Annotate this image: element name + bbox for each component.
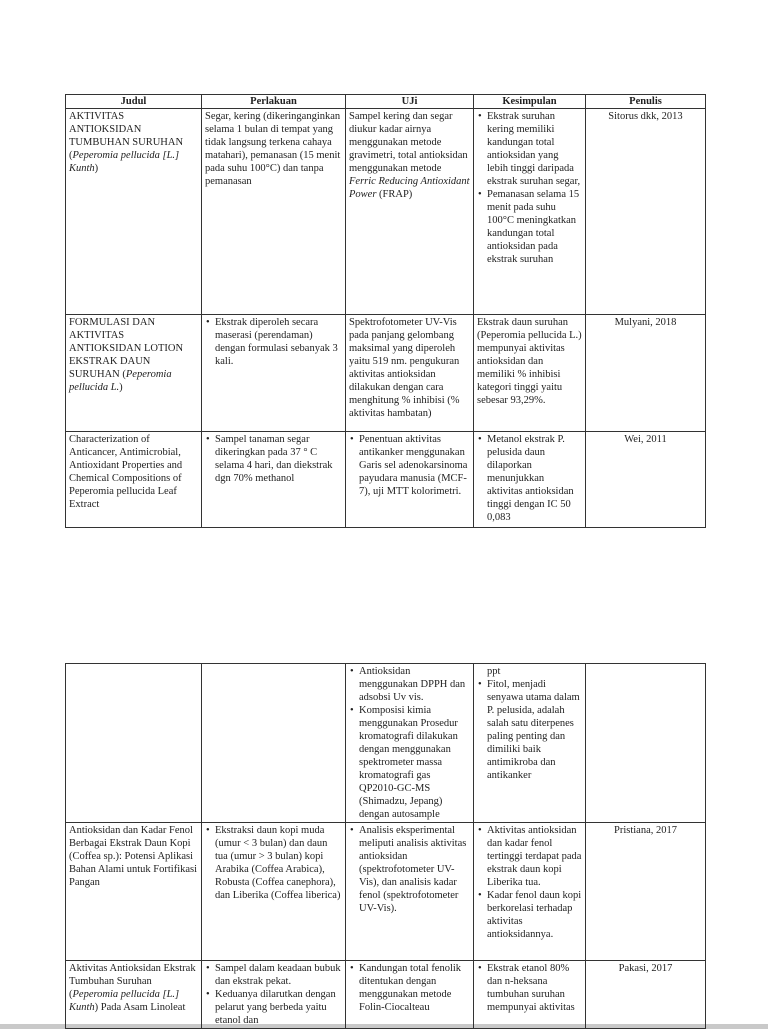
research-table-2 <box>65 663 706 1029</box>
perlakuan-cell <box>202 823 346 961</box>
bullet-item: • Ekstrak suruhan kering memiliki kandungan total antioksidan yang lebih tinggi daripada ekstrak suruhan segar, <box>487 110 582 188</box>
bullet-item: • Kandungan total fenolik ditentukan dengan menggunakan metode Folin-Ciocalteau <box>359 962 470 1014</box>
bullet-item: • Fitol, menjadi senyawa utama dalam P. pelusida, adalah salah satu diterpenes paling penting dan dimiliki baik antimikroba dan antikanker <box>487 678 582 782</box>
judul-cell: AKTIVITAS ANTIOKSIDAN TUMBUHAN SURUHAN (Peperomia pellucida [L.] Kunth) <box>66 109 202 315</box>
judul-cell: FORMULASI DAN AKTIVITAS ANTIOKSIDAN LOTION EKSTRAK DAUN SURUHAN (Peperomia pellucida L.) <box>66 315 202 432</box>
bullet-item: • Aktivitas antioksidan dan kadar fenol tertinggi terdapat pada ekstrak daun kopi Liberika tua. <box>487 824 582 889</box>
kesimpulan-cell <box>474 664 586 823</box>
bullet-list <box>205 824 342 902</box>
kesimpulan-cell: Ekstrak daun suruhan (Peperomia pellucida L.) mempunyai aktivitas antioksidan dan memiliki % inhibisi kategori tinggi yaitu sebesar 93,29%. <box>474 315 586 432</box>
table-header-row <box>66 95 706 109</box>
header-uji: UJi <box>346 95 474 109</box>
bullet-list <box>349 665 470 821</box>
penulis-cell: Pakasi, 2017 <box>586 961 706 1029</box>
bullet-item: • Ekstraksi daun kopi muda (umur < 3 bulan) dan daun tua (umur > 3 bulan) kopi Arabika (Coffea Arabica), Robusta (Coffea canephora), dan Liberika (Coffea liberica) <box>215 824 342 902</box>
table-row <box>66 961 706 1029</box>
judul-cell: Aktivitas Antioksidan Ekstrak Tumbuhan Suruhan (Peperomia pellucida [L.] Kunth) Pada Asam Linoleat <box>66 961 202 1029</box>
uji-cell <box>346 432 474 528</box>
penulis-cell <box>586 664 706 823</box>
header-kesimpulan: Kesimpulan <box>474 95 586 109</box>
uji-cell: Spektrofotometer UV-Vis pada panjang gelombang maksimal yang diperoleh yaitu 519 nm. pengukuran aktivitas antioksidan dilakukan dengan cara menghitung % inhibisi (% aktivitas hambatan) <box>346 315 474 432</box>
table-row <box>66 315 706 432</box>
judul-cell <box>66 664 202 823</box>
bullet-list <box>205 316 342 368</box>
header-penulis: Penulis <box>586 95 706 109</box>
bullet-list <box>477 110 582 266</box>
kesimpulan-cell <box>474 432 586 528</box>
bullet-item: • Analisis eksperimental meliputi analisis aktivitas antioksidan (spektrofotometer UV-Vis), dan analisis kadar fenol (spektrofotometer UV-Vis). <box>359 824 470 915</box>
kesimpulan-continuation: ppt <box>487 666 501 677</box>
bullet-item: • Antioksidan menggunakan DPPH dan adsobsi Uv vis. <box>359 665 470 704</box>
bullet-item: • Kadar fenol daun kopi berkorelasi terhadap aktivitas antioksidannya. <box>487 889 582 941</box>
uji-cell: Sampel kering dan segar diukur kadar airnya menggunakan metode gravimetri, total antioksidan menggunakan metode Ferric Reducing Antioxidant Power (FRAP) <box>346 109 474 315</box>
table-row <box>66 432 706 528</box>
kesimpulan-cell <box>474 823 586 961</box>
table-row <box>66 109 706 315</box>
kesimpulan-cell <box>474 109 586 315</box>
header-perlakuan: Perlakuan <box>202 95 346 109</box>
bullet-item: • Metanol ekstrak P. pelusida daun dilaporkan menunjukkan aktivitas antioksidan tinggi dengan IC 50 0,083 <box>487 433 582 524</box>
bullet-item: • Pemanasan selama 15 menit pada suhu 100°C meningkatkan kandungan total antioksidan pada ekstrak suruhan <box>487 188 582 266</box>
perlakuan-cell <box>202 432 346 528</box>
judul-cell: Antioksidan dan Kadar Fenol Berbagai Ekstrak Daun Kopi (Coffea sp.): Potensi Aplikasi Bahan Alami untuk Fortifikasi Pangan <box>66 823 202 961</box>
penulis-cell: Wei, 2011 <box>586 432 706 528</box>
research-table-1 <box>65 94 706 528</box>
uji-cell <box>346 664 474 823</box>
perlakuan-cell <box>202 961 346 1029</box>
bullet-list <box>349 962 470 1014</box>
bullet-item: • Komposisi kimia menggunakan Prosedur kromatografi dilakukan dengan menggunakan spektrometer massa kromatografi gas QP2010-GC-MS (Shimadzu, Jepang) dengan autosample <box>359 704 470 821</box>
bullet-list <box>349 824 470 915</box>
bullet-item: • Ekstrak etanol 80% dan n-heksana tumbuhan suruhan mempunyai aktivitas <box>487 962 582 1014</box>
header-judul: Judul <box>66 95 202 109</box>
judul-cell: Characterization of Anticancer, Antimicrobial, Antioxidant Properties and Chemical Compositions of Peperomia pellucida Leaf Extract <box>66 432 202 528</box>
penulis-cell: Mulyani, 2018 <box>586 315 706 432</box>
bullet-item: • Sampel dalam keadaan bubuk dan ekstrak pekat. <box>215 962 342 988</box>
penulis-cell: Pristiana, 2017 <box>586 823 706 961</box>
bullet-list <box>477 962 582 1014</box>
uji-cell <box>346 961 474 1029</box>
kesimpulan-list <box>477 678 582 782</box>
bullet-item: • Keduanya dilarutkan dengan pelarut yang berbeda yaitu etanol dan <box>215 988 342 1027</box>
perlakuan-cell <box>202 315 346 432</box>
bullet-list <box>205 962 342 1027</box>
bullet-list <box>477 678 582 782</box>
uji-cell <box>346 823 474 961</box>
bullet-list <box>349 433 470 498</box>
bullet-list <box>477 433 582 524</box>
kesimpulan-cell <box>474 961 586 1029</box>
bullet-list <box>477 824 582 941</box>
perlakuan-cell <box>202 664 346 823</box>
table-row <box>66 664 706 823</box>
bullet-item: • Penentuan aktivitas antikanker menggunakan Garis sel adenokarsinoma payudara manusia (MCF-7), uji MTT kolorimetri. <box>359 433 470 498</box>
bullet-item: • Sampel tanaman segar dikeringkan pada 37 ° C selama 4 hari, dan diekstrak dgn 70% methanol <box>215 433 342 485</box>
bullet-item: • Ekstrak diperoleh secara maserasi (perendaman) dengan formulasi sebanyak 3 kali. <box>215 316 342 368</box>
table-row <box>66 823 706 961</box>
penulis-cell: Sitorus dkk, 2013 <box>586 109 706 315</box>
bullet-list <box>205 433 342 485</box>
perlakuan-cell: Segar, kering (dikeringanginkan selama 1 bulan di tempat yang tidak langsung terkena cahaya matahari), pemanasan (15 menit pada suhu 100°C) dan tanpa pemanasan <box>202 109 346 315</box>
